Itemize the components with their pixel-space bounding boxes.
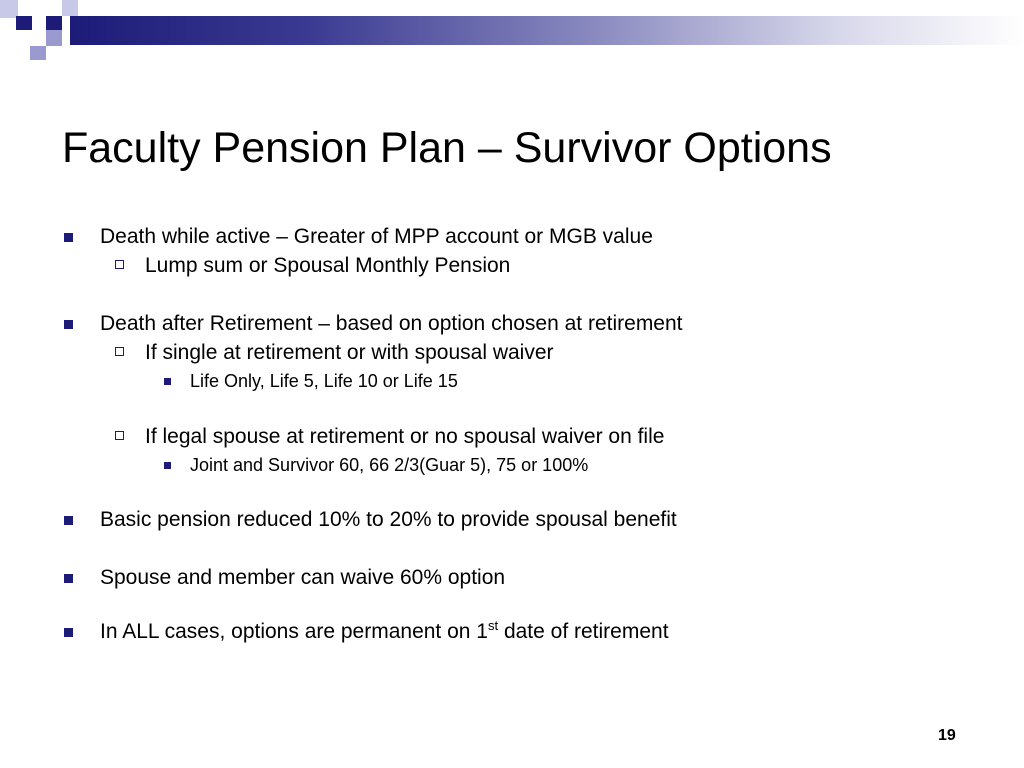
sub-sub-bullet-text: Joint and Survivor 60, 66 2/3(Guar 5), 75 or 100%	[190, 455, 589, 475]
ordinal-superscript: st	[487, 618, 499, 633]
slide-title: Faculty Pension Plan – Survivor Options	[62, 124, 832, 172]
filled-square-bullet-icon	[64, 574, 73, 583]
small-square-bullet-icon	[164, 462, 171, 469]
hollow-square-bullet-icon	[115, 347, 124, 356]
decor-square	[46, 30, 62, 46]
sub-bullet-text: Lump sum or Spousal Monthly Pension	[145, 254, 511, 277]
decor-square	[46, 16, 62, 30]
bullet-item	[100, 224, 653, 250]
bullet-item	[100, 311, 683, 337]
bullet-text: Spouse and member can waive 60% option	[100, 566, 506, 589]
filled-square-bullet-icon	[64, 320, 73, 329]
sub-bullet-text: If legal spouse at retirement or no spousal waiver on file	[145, 425, 665, 448]
sub-bullet-item	[145, 424, 664, 450]
header-gradient-bar	[70, 16, 1024, 45]
decor-square	[30, 46, 46, 60]
sub-sub-bullet-text: Life Only, Life 5, Life 10 or Life 15	[190, 371, 458, 391]
bullet-item	[100, 565, 505, 591]
hollow-square-bullet-icon	[115, 431, 124, 440]
hollow-square-bullet-icon	[115, 260, 124, 269]
bullet-text: Death while active – Greater of MPP account or MGB value	[100, 225, 653, 248]
sub-bullet-item	[145, 253, 510, 279]
page-number: 19	[938, 727, 956, 744]
bullet-text: Basic pension reduced 10% to 20% to provide spousal benefit	[100, 508, 677, 531]
filled-square-bullet-icon	[64, 516, 73, 525]
sub-bullet-text: If single at retirement or with spousal waiver	[145, 341, 554, 364]
small-square-bullet-icon	[164, 378, 171, 385]
decor-square	[32, 30, 46, 46]
sub-sub-bullet-item	[190, 454, 588, 476]
sub-bullet-item	[145, 340, 554, 366]
sub-sub-bullet-item	[190, 370, 458, 392]
bullet-text-end: date of retirement	[498, 620, 669, 643]
bullet-item	[100, 507, 677, 533]
bullet-text: Death after Retirement – based on option chosen at retirement	[100, 312, 683, 335]
bullet-text-start: In ALL cases, options are permanent on 1	[100, 620, 488, 643]
filled-square-bullet-icon	[64, 233, 73, 242]
filled-square-bullet-icon	[64, 628, 73, 637]
bullet-item	[100, 619, 669, 645]
decor-square	[16, 16, 32, 30]
decor-square	[62, 0, 78, 16]
